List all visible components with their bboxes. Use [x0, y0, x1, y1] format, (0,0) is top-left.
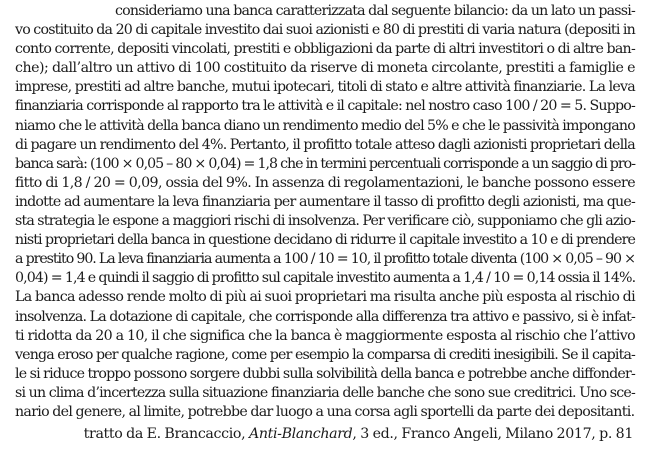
paragraph-line: a prestito 90. La leva finanziaria aumenta a 100 / 10 = 10, il profitto totale diventa (100 × 0,05 – 90 × — [15, 251, 635, 268]
paragraph-line: le si riduce troppo possono sorgere dubbi sulla solvibilità della banca e potrebbe anche diffonder- — [15, 365, 635, 382]
paragraph-line: sta strategia le espone a maggiori rischi di insolvenza. Per verificare ciò, supponiamo che gli azio- — [15, 213, 635, 230]
body-paragraph — [15, 2, 635, 422]
paragraph-line: di pagare un rendimento del 4%. Pertanto, il profitto totale atteso dagli azionisti proprietari della — [15, 136, 635, 153]
paragraph-line: vo costituito da 20 di capitale investito dai suoi azionisti e 80 di prestiti di varia natura (depositi in — [15, 22, 635, 39]
source-citation — [84, 425, 633, 444]
paragraph-line: insolvenza. La dotazione di capitale, che corrisponde alla differenza tra attivo e passivo, si è infat- — [15, 308, 635, 325]
citation-details: , 3 ed., Franco Angeli, Milano 2017, p. 81 — [352, 426, 633, 442]
paragraph-line: niamo che le attività della banca diano un rendimento medio del 5% e che le passività impongano — [15, 117, 635, 134]
paragraph-line: nisti proprietari della banca in questione decidano di ridurre il capitale investito a 10 e di prendere — [15, 232, 635, 249]
paragraph-line: consideriamo una banca caratterizzata dal seguente bilancio: da un lato un passi- — [115, 3, 635, 19]
paragraph-line: 0,04) = 1,4 e quindi il saggio di profitto sul capitale investito aumenta a 1,4 / 10 = 0,14 ossia il 14%. — [15, 270, 636, 287]
citation-prefix: tratto da E. Brancaccio, — [83, 426, 249, 442]
paragraph-line: finanziaria corrisponde al rapporto tra le attività e il capitale: nel nostro caso 100 / 20 = 5. Suppo- — [15, 98, 635, 115]
paragraph-line: banca sarà: (100 × 0,05 – 80 × 0,04) = 1,8 che in termini percentuali corrisponde a un saggio di pro- — [15, 155, 635, 172]
paragraph-line: venga eroso per qualche ragione, come per esempio la comparsa di crediti inesigibili. Se il capita- — [15, 346, 635, 363]
paragraph-line: imprese, prestiti ad altre banche, mutui ipotecari, titoli di stato e altre attività finanziarie. La leva — [15, 79, 635, 96]
citation-book-title: Anti-Blanchard — [248, 426, 353, 442]
paragraph-line: ti ridotta da 20 a 10, il che significa che la banca è maggiormente esposta al rischio che l’attivo — [15, 327, 635, 344]
paragraph-line: La banca adesso rende molto di più ai suoi proprietari ma risulta anche più esposta al rischio di — [15, 289, 635, 306]
paragraph-line: che); dall’altro un attivo di 100 costituito da riserve di moneta circolante, prestiti a famiglie e — [15, 60, 635, 77]
paragraph-line: nario del genere, al limite, potrebbe dar luogo a una corsa agli sportelli da parte dei depositanti. — [15, 403, 635, 420]
paragraph-line: conto corrente, depositi vincolati, prestiti e obbligazioni da parte di altri investitori o di altre ban- — [15, 41, 635, 58]
paragraph-line: fitto di 1,8 / 20 = 0,09, ossia del 9%. In assenza di regolamentazioni, le banche possono essere — [15, 174, 635, 191]
paragraph-line: si un clima d’incertezza sulla situazione finanziaria delle banche che sono sue creditrici. Uno sce- — [15, 384, 635, 401]
paragraph-line: indotte ad aumentare la leva finanziaria per aumentare il tasso di profitto degli azionisti, ma que- — [15, 193, 635, 210]
